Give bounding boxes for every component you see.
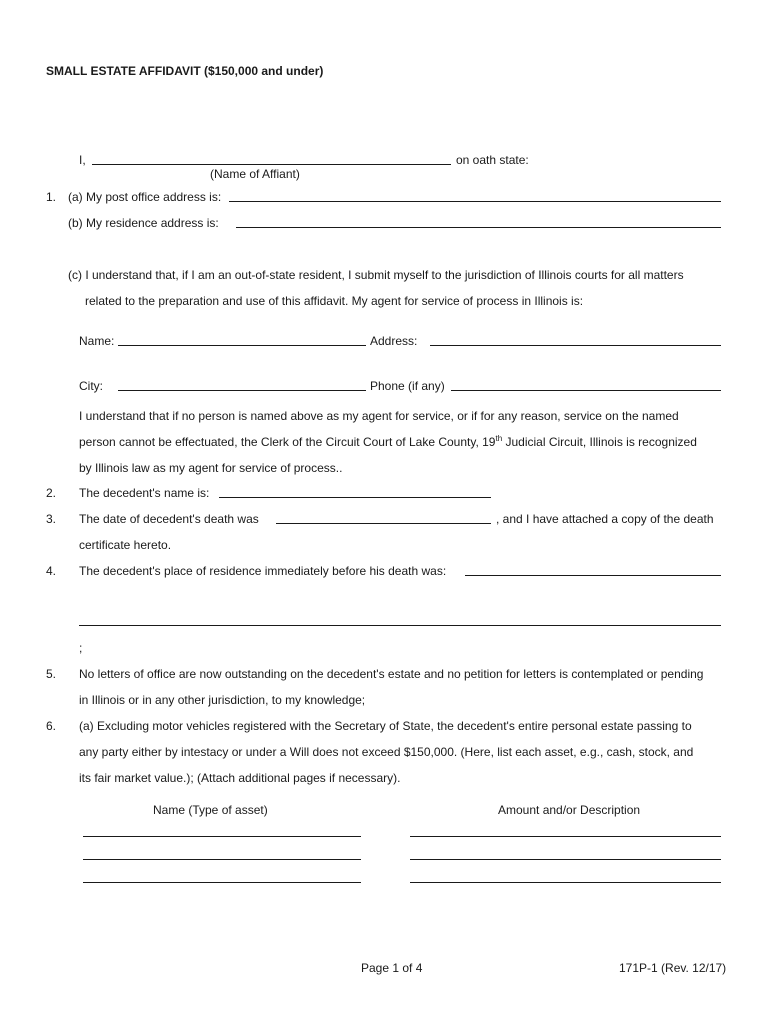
residence-before-death-field-2[interactable] (79, 611, 721, 627)
agent-address-field[interactable] (430, 331, 721, 347)
item-5-number: 5. (46, 667, 57, 681)
out-of-state-text-line2: related to the preparation and use of this affidavit. My agent for service of process in Illinois is: (85, 294, 584, 308)
personal-estate-line1: (a) Excluding motor vehicles registered with the Secretary of State, the decedent's entire personal estate passing to (79, 719, 692, 733)
letters-of-office-line1: No letters of office are now outstanding on the decedent's estate and no petition for letters is contemplated or pending (79, 667, 704, 681)
residence-before-death-field[interactable] (465, 561, 721, 577)
item-6-number: 6. (46, 719, 57, 733)
agent-notice-line1: I understand that if no person is named above as my agent for service, or if for any reason, service on the named (79, 409, 679, 423)
post-office-address-field[interactable] (229, 187, 721, 203)
personal-estate-line3: its fair market value.); (Attach additional pages if necessary). (79, 771, 401, 785)
agent-name-label: Name: (79, 334, 115, 348)
item-4-number: 4. (46, 564, 57, 578)
residence-address-field[interactable] (236, 213, 721, 229)
agent-city-field[interactable] (118, 376, 366, 392)
asset-name-field-2[interactable] (83, 845, 361, 861)
item-2-number: 2. (46, 486, 57, 500)
item-1-number: 1. (46, 190, 57, 204)
asset-name-column-header: Name (Type of asset) (153, 803, 268, 817)
agent-notice-line3: by Illinois law as my agent for service of process.. (79, 461, 343, 475)
asset-amount-column-header: Amount and/or Description (498, 803, 641, 817)
death-date-field[interactable] (276, 509, 491, 525)
post-office-address-label: (a) My post office address is: (68, 190, 222, 204)
on-oath-label: on oath state: (456, 153, 529, 167)
letters-of-office-line2: in Illinois or in any other jurisdiction, to my knowledge; (79, 693, 366, 707)
affiant-prefix-label: I, (79, 153, 86, 167)
death-date-label: The date of decedent's death was (79, 512, 259, 526)
agent-notice-line2: person cannot be effectuated, the Clerk of the Circuit Court of Lake County, 19th Judicial Circuit, Illinois is recognized (79, 434, 697, 449)
asset-amount-field-3[interactable] (410, 868, 721, 884)
asset-name-field-3[interactable] (83, 868, 361, 884)
decedent-name-field[interactable] (219, 483, 491, 499)
asset-name-field-1[interactable] (83, 822, 361, 838)
item-3-number: 3. (46, 512, 57, 526)
affiant-name-field[interactable] (92, 150, 451, 166)
affiant-name-caption: (Name of Affiant) (210, 167, 300, 181)
death-certificate-text-line2: certificate hereto. (79, 538, 172, 552)
residence-semicolon: ; (79, 641, 83, 655)
agent-address-label: Address: (370, 334, 418, 348)
residence-address-label: (b) My residence address is: (68, 216, 219, 230)
personal-estate-line2: any party either by intestacy or under a Will does not exceed $150,000. (Here, list each asset, e.g., cash, stock, and (79, 745, 694, 759)
form-title: SMALL ESTATE AFFIDAVIT ($150,000 and under) (46, 64, 324, 78)
form-revision-id: 171P-1 (Rev. 12/17) (619, 961, 727, 975)
residence-before-death-label: The decedent's place of residence immediately before his death was: (79, 564, 447, 578)
decedent-name-label: The decedent's name is: (79, 486, 210, 500)
death-certificate-text: , and I have attached a copy of the death (496, 512, 714, 526)
agent-city-label: City: (79, 379, 103, 393)
out-of-state-text-line1: (c) I understand that, if I am an out-of-state resident, I submit myself to the jurisdiction of Illinois courts for all matters (68, 268, 684, 282)
agent-phone-field[interactable] (451, 376, 721, 392)
agent-phone-label: Phone (if any) (370, 379, 445, 393)
page-number: Page 1 of 4 (361, 961, 423, 975)
agent-name-field[interactable] (118, 331, 366, 347)
asset-amount-field-1[interactable] (410, 822, 721, 838)
asset-amount-field-2[interactable] (410, 845, 721, 861)
